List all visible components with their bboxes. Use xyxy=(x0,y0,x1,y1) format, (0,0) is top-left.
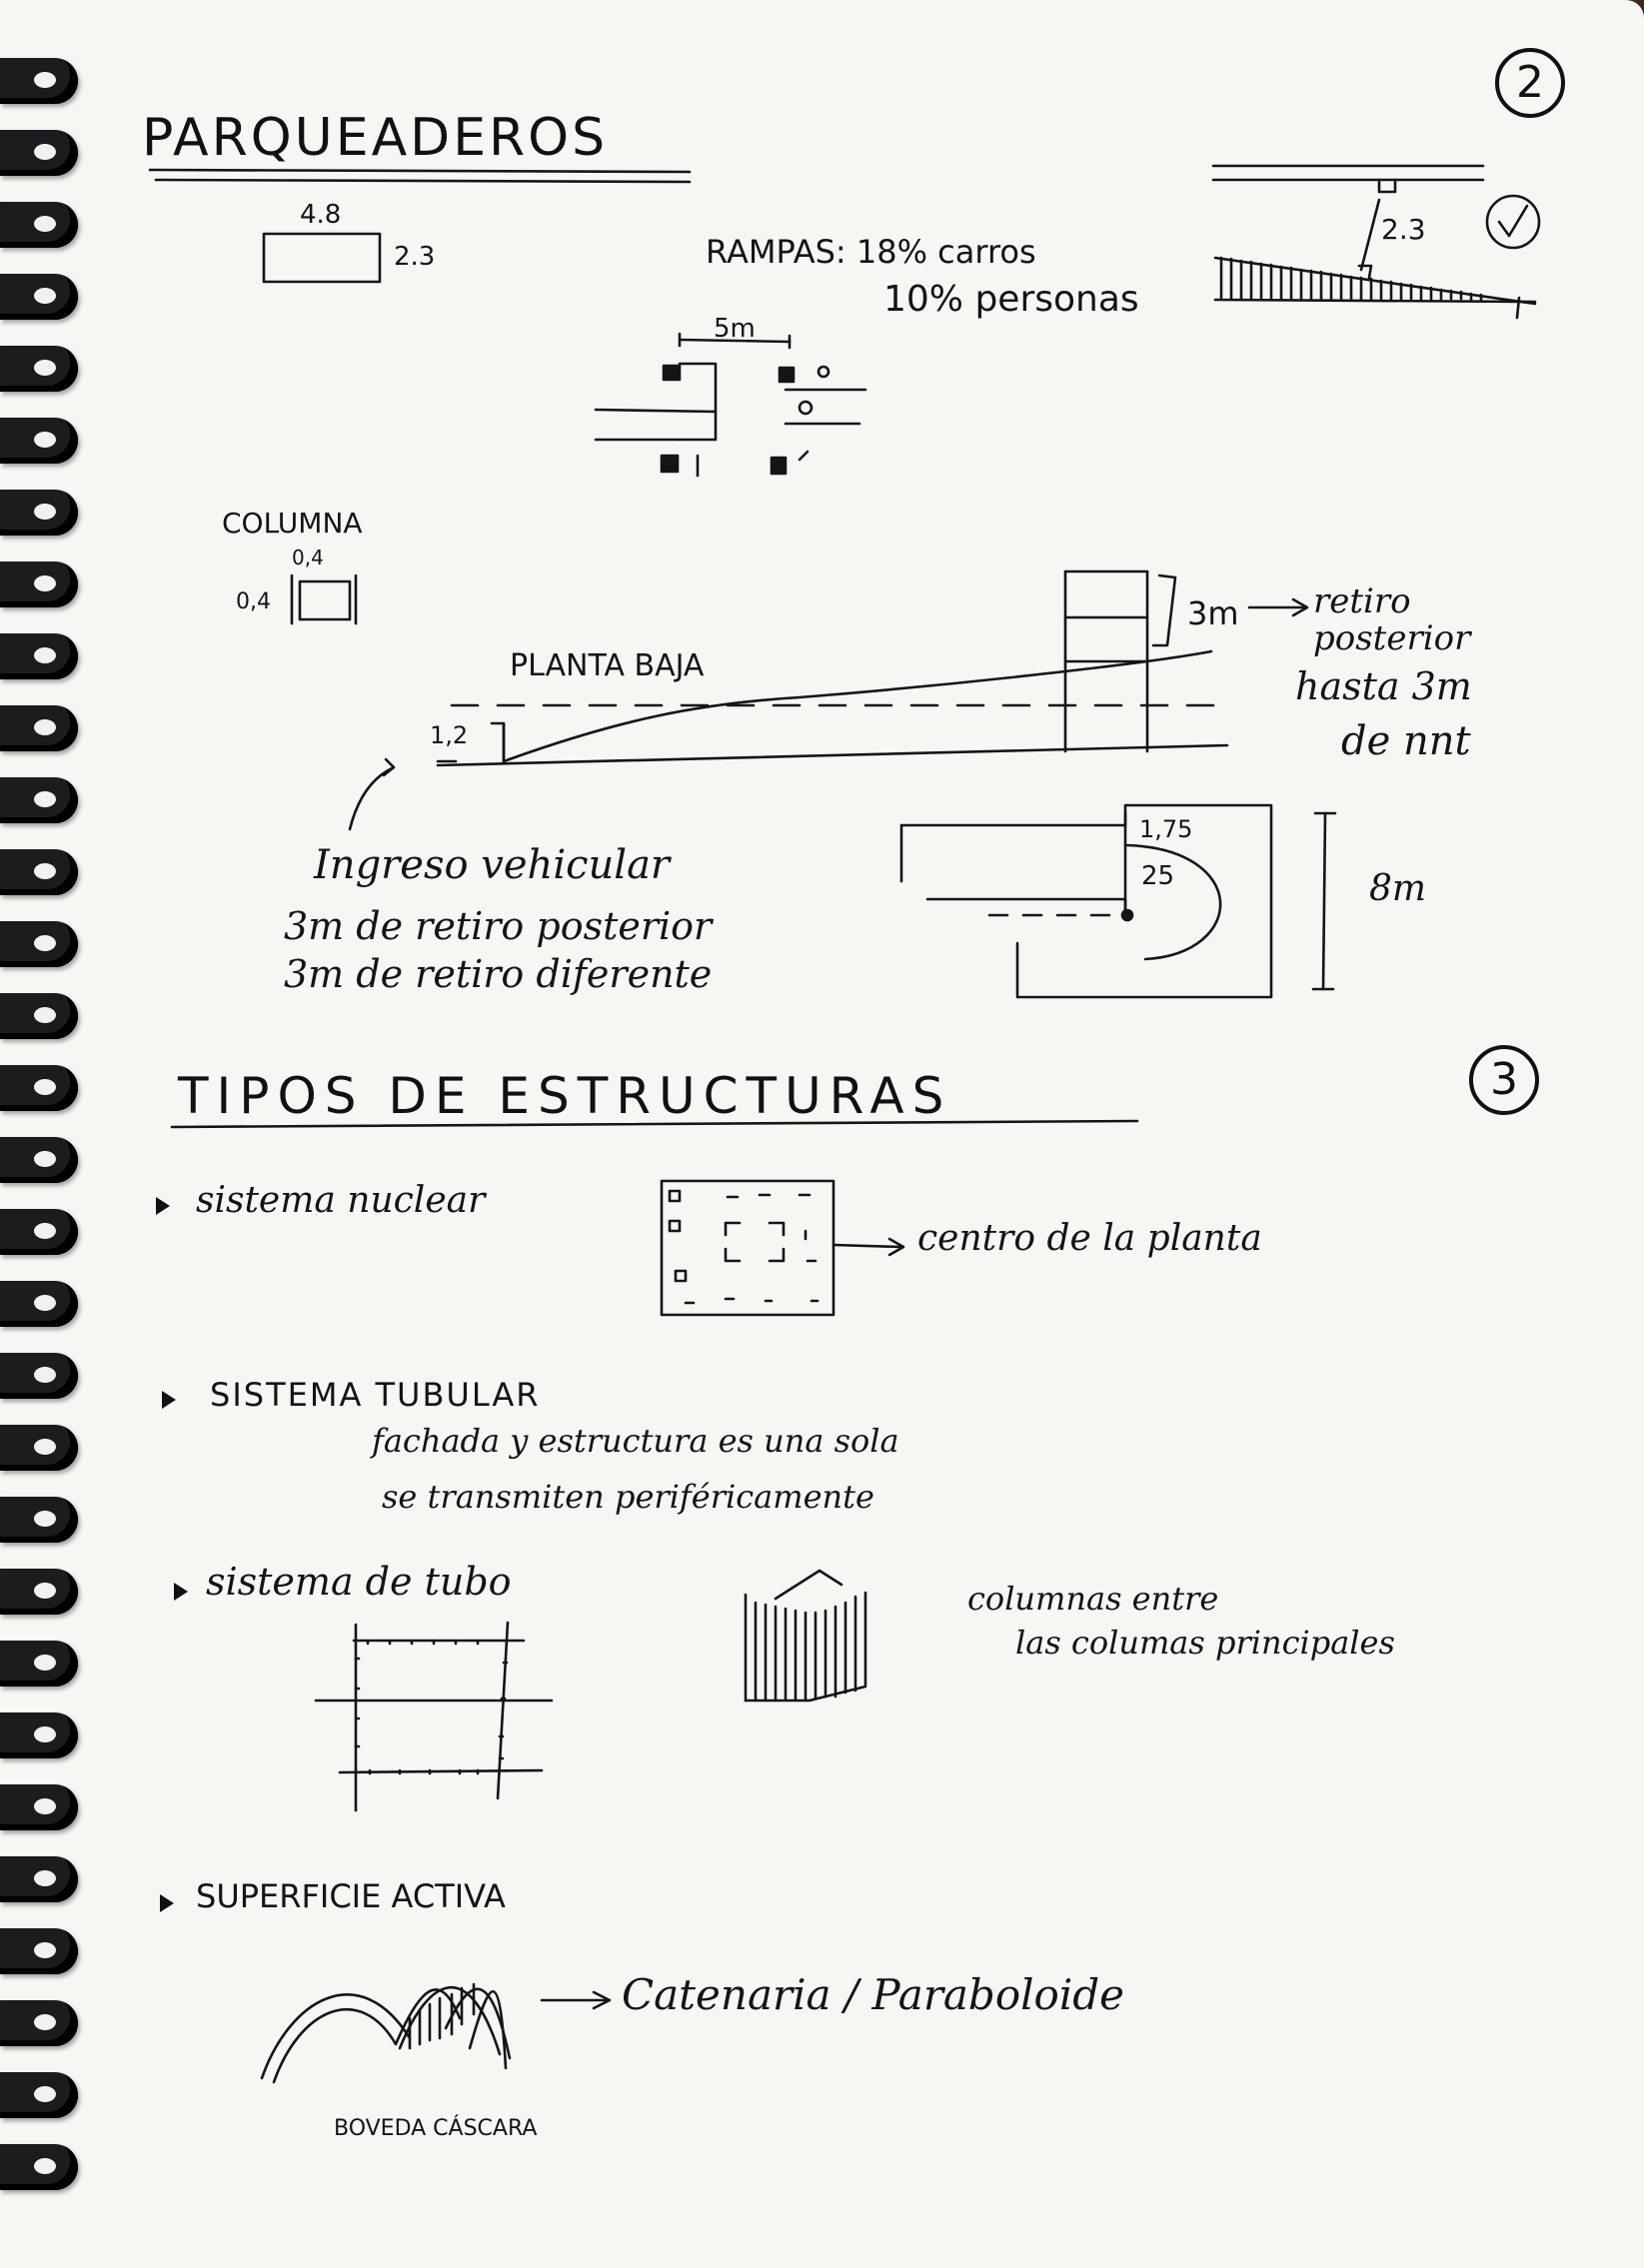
planta-baja-label: PLANTA BAJA xyxy=(510,648,705,683)
section-title-estructuras: TIPOS DE ESTRUCTURAS xyxy=(178,1067,952,1125)
retiro-posterior-label: retiro posterior xyxy=(1313,581,1471,659)
nuclear-note: centro de la planta xyxy=(917,1218,1262,1259)
tubular-line1: fachada y estructura es una sola xyxy=(372,1422,899,1460)
boveda-label: BOVEDA CÁSCARA xyxy=(334,2116,538,2141)
tubular-line2: se transmiten periféricamente xyxy=(382,1478,874,1516)
tubo-note2: las columas principales xyxy=(1015,1624,1395,1662)
dim-175-label: 1,75 xyxy=(1139,815,1193,843)
superficie-label: SUPERFICIE ACTIVA xyxy=(196,1877,506,1915)
ramps-label: RAMPAS: 18% carros xyxy=(706,233,1036,271)
catenaria-label: Catenaria / Paraboloide xyxy=(622,1970,1124,2019)
hasta-3m-label: hasta 3m xyxy=(1295,664,1472,708)
section-title-parqueaderos: PARQUEADEROS xyxy=(142,108,609,168)
de-nnt-label: de nnt xyxy=(1341,718,1471,764)
section-number-2: 2 xyxy=(1495,48,1565,118)
retiro-line1: 3m de retiro posterior xyxy=(284,904,713,948)
column-dim-side: 0,4 xyxy=(236,589,271,614)
column-label: COLUMNA xyxy=(222,507,363,540)
level-12-label: 1,2 xyxy=(430,721,469,749)
spot-height-label: 2.3 xyxy=(394,242,436,272)
tubular-label: SISTEMA TUBULAR xyxy=(210,1376,541,1414)
nuclear-label: sistema nuclear xyxy=(196,1180,486,1221)
section-number-3: 3 xyxy=(1469,1045,1539,1115)
spot-width-label: 4.8 xyxy=(300,200,342,230)
dim-25-label: 25 xyxy=(1141,861,1175,891)
dim-8m-label: 8m xyxy=(1369,868,1427,909)
ramp-height-label: 2.3 xyxy=(1381,213,1426,246)
tubo-label: sistema de tubo xyxy=(206,1560,512,1604)
retiro-line2: 3m de retiro diferente xyxy=(284,952,713,996)
aisle-width-label: 5m xyxy=(714,314,756,344)
ramps-people-label: 10% personas xyxy=(883,279,1139,320)
tubo-note1: columnas entre xyxy=(967,1580,1219,1618)
setback-3m-label: 3m xyxy=(1187,594,1239,632)
column-dim-top: 0,4 xyxy=(292,546,324,569)
ingreso-label: Ingreso vehicular xyxy=(314,842,671,888)
